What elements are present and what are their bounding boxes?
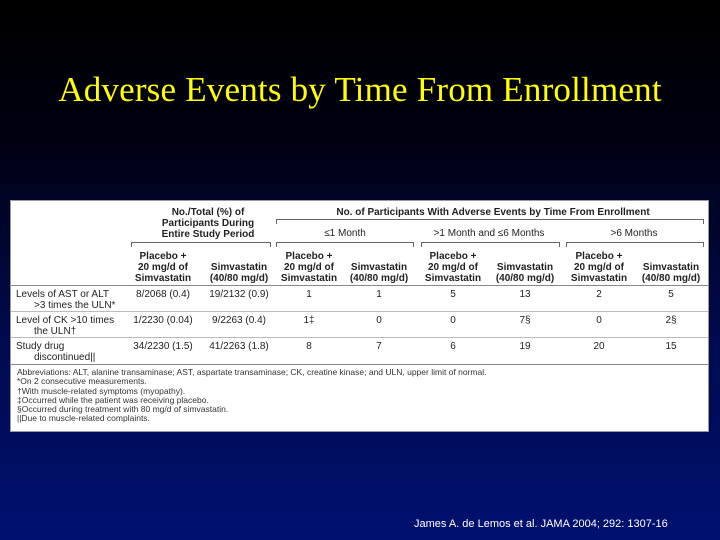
adverse-events-table xyxy=(10,200,709,432)
table-cell: 5 xyxy=(668,289,674,300)
slide-title: Adverse Events by Time From Enrollment xyxy=(58,70,662,109)
table-cell: 5 xyxy=(450,289,456,300)
col-header-placebo-all: Placebo + 20 mg/d of Simvastatin xyxy=(134,251,192,284)
table-cell: 0 xyxy=(376,315,382,326)
bracket-time-3 xyxy=(566,242,704,247)
table-cell: 13 xyxy=(519,289,531,300)
adverse-events-group-header: No. of Participants With Adverse Events by Time From Enrollment xyxy=(336,207,650,218)
footnote: ||Due to muscle-related complaints. xyxy=(17,413,150,424)
col-header-simva-t1: Simvastatin (40/80 mg/d) xyxy=(349,262,409,284)
table-cell: 0 xyxy=(450,315,456,326)
citation: James A. de Lemos et al. JAMA 2004; 292: 1307-16 xyxy=(414,518,668,530)
table-cell: 20 xyxy=(593,341,605,352)
table-cell: 1/2230 (0.04) xyxy=(133,315,193,326)
table-cell: 1 xyxy=(376,289,382,300)
table-cell: 7§ xyxy=(519,315,531,326)
bracket-time-1 xyxy=(276,242,414,247)
time-header-2: >1 Month and ≤6 Months xyxy=(433,228,545,239)
table-bottom-rule xyxy=(11,364,708,365)
table-cell: 9/2263 (0.4) xyxy=(212,315,266,326)
bracket-time-groups xyxy=(276,219,704,224)
table-cell: 19/2132 (0.9) xyxy=(209,289,269,300)
col-header-simva-t3: Simvastatin (40/80 mg/d) xyxy=(641,262,701,284)
entire-period-header: No./Total (%) of Participants During Entire Study Period xyxy=(161,207,255,240)
footnotes xyxy=(17,368,486,424)
col-header-simva-all: Simvastatin (40/80 mg/d) xyxy=(209,262,269,284)
row-divider xyxy=(11,311,708,312)
row-label-ck: Level of CK >10 times the ULN† xyxy=(16,315,115,337)
footnote: ‡Occurred while the patient was receiving placebo. xyxy=(17,394,209,405)
col-header-simva-t2: Simvastatin (40/80 mg/d) xyxy=(495,262,555,284)
bracket-entire-period xyxy=(131,242,271,247)
col-header-placebo-t2: Placebo + 20 mg/d of Simvastatin xyxy=(424,251,482,284)
time-header-1: ≤1 Month xyxy=(324,228,366,239)
table-cell: 7 xyxy=(376,341,382,352)
table-cell: 6 xyxy=(450,341,456,352)
bracket-time-2 xyxy=(421,242,560,247)
table-cell: 19 xyxy=(519,341,531,352)
table-cell: 41/2263 (1.8) xyxy=(209,341,269,352)
table-cell: 1‡ xyxy=(303,315,315,326)
row-label-ast-alt: Levels of AST or ALT >3 times the ULN* xyxy=(16,289,116,311)
table-cell: 15 xyxy=(665,341,677,352)
col-header-placebo-t3: Placebo + 20 mg/d of Simvastatin xyxy=(570,251,628,284)
row-divider xyxy=(11,337,708,338)
footnote: †With muscle-related symptoms (myopathy). xyxy=(17,385,186,396)
time-header-3: >6 Months xyxy=(610,228,658,239)
table-cell: 1 xyxy=(306,289,312,300)
header-rule xyxy=(11,285,708,286)
table-cell: 8/2068 (0.4) xyxy=(136,289,190,300)
table-cell: 34/2230 (1.5) xyxy=(133,341,193,352)
row-label-discontinued: Study drug discontinued|| xyxy=(16,341,96,363)
footnote: *On 2 consecutive measurements. xyxy=(17,376,147,387)
footnote: Abbreviations: ALT, alanine transaminase; AST, aspartate transaminase; CK, creatine kinase; and ULN, upper limit of normal. xyxy=(17,367,487,377)
table-cell: 0 xyxy=(596,315,602,326)
col-header-placebo-t1: Placebo + 20 mg/d of Simvastatin xyxy=(280,251,338,284)
table-cell: 8 xyxy=(306,341,312,352)
table-cell: 2 xyxy=(596,289,602,300)
footnote: §Occurred during treatment with 80 mg/d of simvastatin. xyxy=(17,404,229,415)
table-cell: 2§ xyxy=(665,315,677,326)
